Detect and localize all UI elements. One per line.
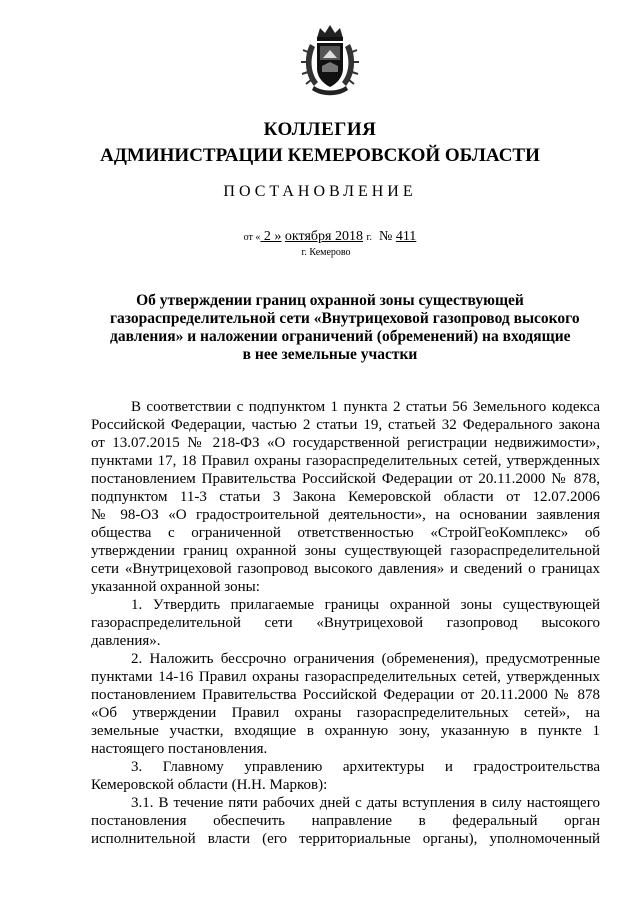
document-title bbox=[110, 292, 580, 364]
title-line: газораспределительной сети «Внутрицеховой газопровод высокого bbox=[110, 310, 580, 327]
body-line: пунктами 14-16 Правил охраны газораспределительных сетей, утвержденных bbox=[91, 669, 600, 685]
date-month-year: октября 2018 bbox=[284, 229, 363, 244]
collegium-heading: КОЛЛЕГИЯ bbox=[263, 119, 377, 140]
body-line: указанной охранной зоны: bbox=[91, 579, 260, 595]
title-line: Об утверждении границ охранной зоны существующей bbox=[136, 292, 524, 309]
body-line: пунктами 17, 18 Правил охраны газораспределительных сетей, утвержденных bbox=[91, 453, 600, 469]
body-line: постановлением Правительства Российской Федерации от 20.11.2000 № 878, bbox=[91, 471, 600, 487]
body-line: постановлением Правительства Российской Федерации от 20.11.2000 № 878 bbox=[91, 687, 600, 703]
body-line: газораспределительной сети «Внутрицеховой газопровод высокого bbox=[91, 615, 600, 631]
body-line: от 13.07.2015 № 218-ФЗ «О государственной регистрации недвижимости», bbox=[91, 435, 600, 451]
body-line: 3.1. В течение пяти рабочих дней с даты вступления в силу настоящего bbox=[131, 795, 600, 811]
body-line: 3. Главному управлению архитектуры и градостроительства bbox=[131, 759, 600, 775]
date-year-suffix: г. bbox=[366, 232, 372, 243]
body-line: сети «Внутрицеховой газопровод высокого давления» и сведений о границах bbox=[91, 561, 600, 577]
body-line: земельные участки, входящие в охранную зону, указанную в пункте 1 bbox=[91, 723, 600, 739]
coat-of-arms-icon bbox=[300, 22, 360, 100]
document-type: ПОСТАНОВЛЕНИЕ bbox=[223, 183, 417, 200]
date-number-line bbox=[0, 229, 640, 245]
body-line: давления». bbox=[91, 633, 161, 649]
body-line: постановления обеспечить направление в федеральный орган bbox=[91, 813, 600, 829]
date-day: 2 bbox=[263, 229, 271, 244]
date-prefix: от « bbox=[243, 232, 261, 243]
document-number: 411 bbox=[395, 229, 417, 244]
body-line: 2. Наложить бессрочно ограничения (обременения), предусмотренные bbox=[131, 651, 600, 667]
body-line: подпунктом 11-3 статьи 3 Закона Кемеровской области от 12.07.2006 bbox=[91, 489, 600, 505]
body-line: настоящего постановления. bbox=[91, 741, 268, 757]
body-line: В соответствии с подпунктом 1 пункта 2 статьи 56 Земельного кодекса bbox=[131, 399, 600, 415]
title-line: в нее земельные участки bbox=[242, 346, 418, 363]
body-line: утверждении границ охранной зоны существующей газораспределительной bbox=[91, 543, 600, 559]
body-line: № 98-ОЗ «О градостроительной деятельности», на основании заявления bbox=[91, 507, 600, 523]
body-line: исполнительной власти (его территориальные органы), уполномоченный bbox=[91, 831, 600, 847]
date-quote-close: » bbox=[274, 229, 282, 244]
body-line: «Об утверждении Правил охраны газораспределительных сетей», на bbox=[91, 705, 600, 721]
number-prefix: № bbox=[378, 229, 393, 244]
body-line: общества с ограниченной ответственностью «СтройГеоКомплекс» об bbox=[91, 525, 600, 541]
city-label: г. Кемерово bbox=[301, 247, 351, 258]
body-line: 1. Утвердить прилагаемые границы охранной зоны существующей bbox=[131, 597, 600, 613]
administration-heading: АДМИНИСТРАЦИИ КЕМЕРОВСКОЙ ОБЛАСТИ bbox=[100, 145, 540, 166]
title-line: давления» и наложении ограничений (обременений) на входящие bbox=[110, 328, 571, 345]
body-line: Кемеровской области (Н.Н. Марков): bbox=[91, 777, 328, 793]
body-line: Российской Федерации, частью 2 статьи 19, статьей 32 Федерального закона bbox=[91, 417, 600, 433]
